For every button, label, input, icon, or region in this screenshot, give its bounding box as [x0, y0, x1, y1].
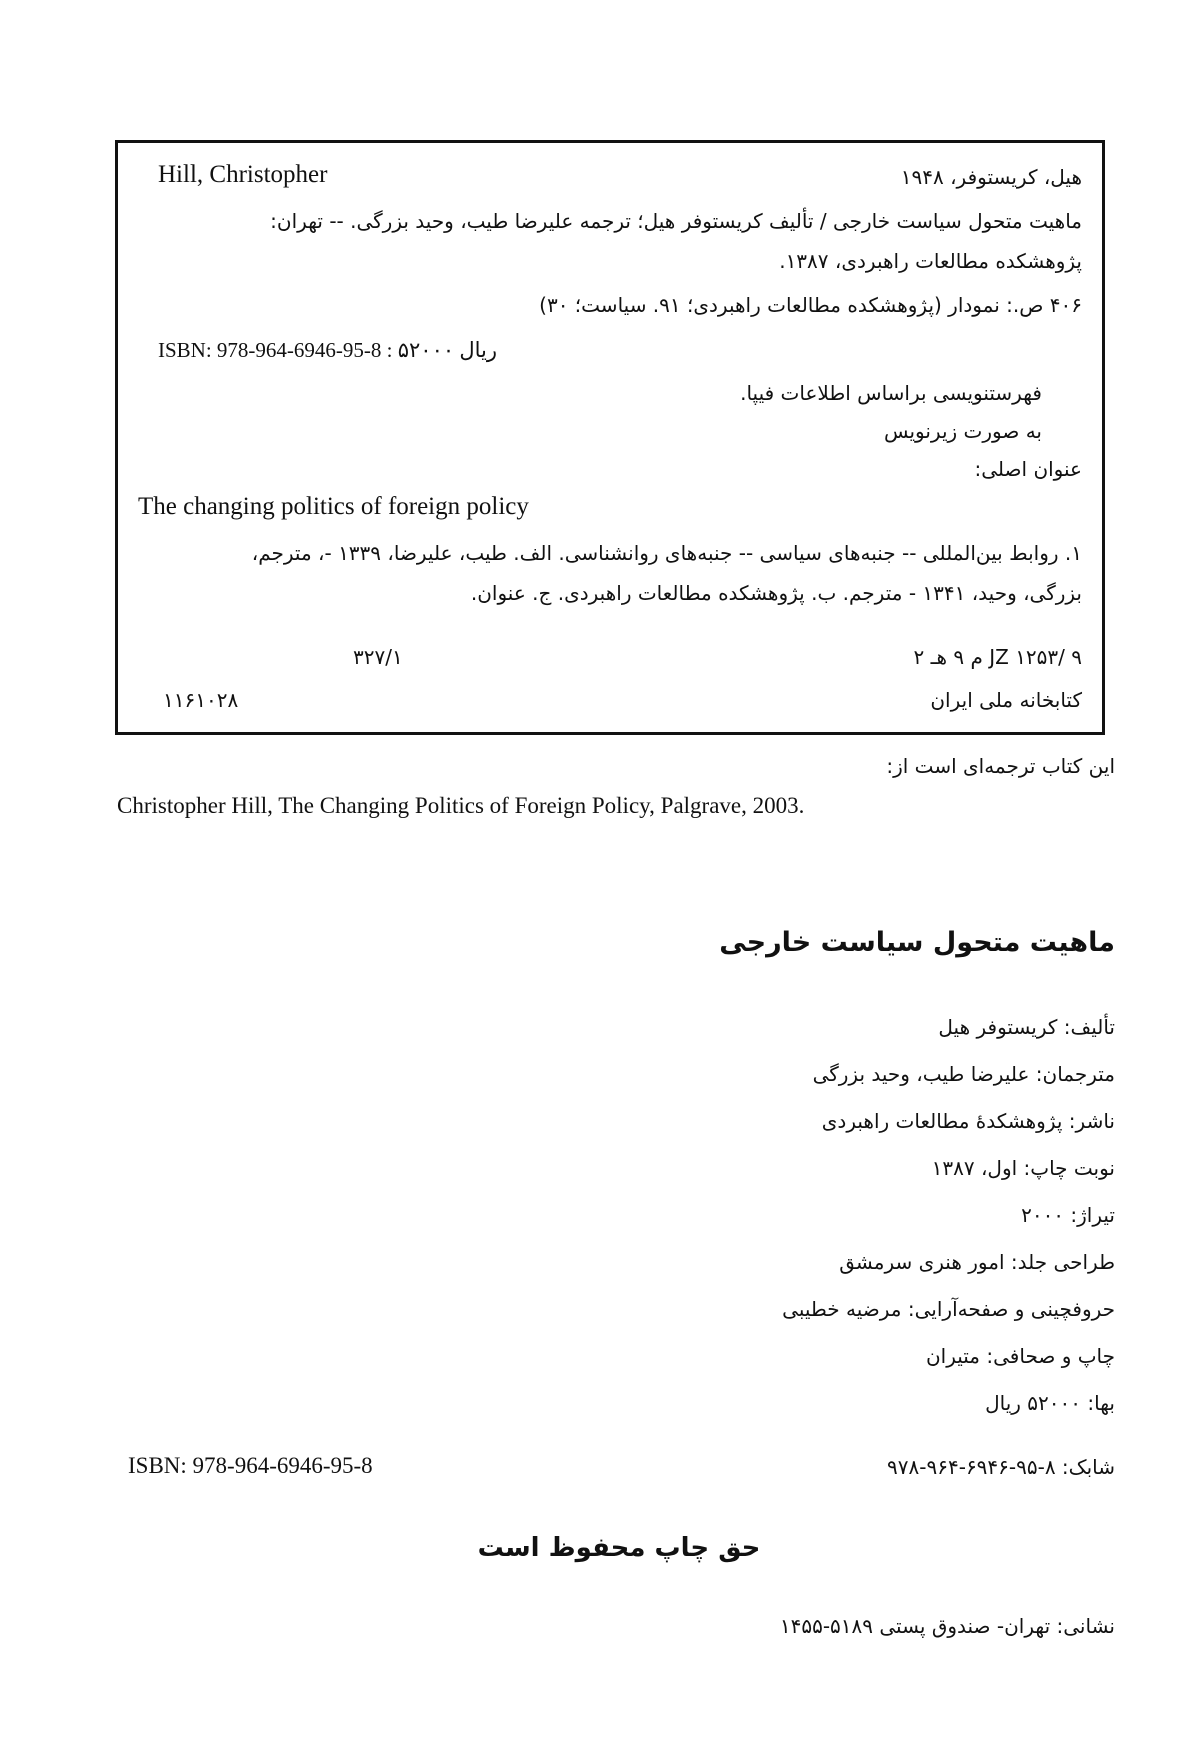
cip-note-fipa: فهرستنویسی براساس اطلاعات فیپا. [740, 381, 1042, 405]
credit-cover-design [839, 1248, 1115, 1276]
book-title: ماهیت متحول سیاست خارجی [719, 927, 1115, 958]
cip-author-en: Hill, Christopher [158, 161, 328, 188]
cip-national-number: ۱۱۶۱۰۲۸ [163, 688, 239, 712]
credit-value: امور هنری سرمشق [839, 1250, 1005, 1274]
cip-isbn-line: ISBN: 978-964-6946-95-8 : ۵۲۰۰۰ ریال [158, 338, 498, 362]
cip-subjects-line-1: ۱. روابط بین‌المللی -- جنبه‌های سیاسی -- جنبه‌های روانشناسی. الف. طیب، علیرضا، ۱۳۳۹ -، مترجم، [251, 541, 1082, 565]
credit-price [985, 1389, 1115, 1417]
credit-label: تیراژ: [1070, 1203, 1115, 1227]
credit-edition [932, 1154, 1115, 1182]
source-citation: Christopher Hill, The Changing Politics of Foreign Policy, Palgrave, 2003. [117, 793, 805, 818]
credit-value: علیرضا طیب، وحید بزرگی [812, 1062, 1030, 1086]
credit-label: مترجمان: [1035, 1062, 1115, 1086]
credit-label: ناشر: [1068, 1109, 1115, 1133]
translation-note: این کتاب ترجمه‌ای است از: [886, 754, 1115, 778]
credit-label: نوبت چاپ: [1023, 1156, 1115, 1180]
cip-lc-classification: JZ ۱۲۵۳/ ۹ م ۹ هـ ۲ [913, 645, 1082, 669]
cip-pages-line: ۴۰۶ ص.: نمودار (پژوهشکده مطالعات راهبردی؛ ۹۱. سیاست؛ ۳۰) [539, 293, 1082, 317]
cataloging-in-publication-box [115, 140, 1105, 735]
cip-author-fa: هیل، کریستوفر، ۱۹۴۸ [900, 165, 1082, 189]
credit-value: ۵۲۰۰۰ ریال [985, 1391, 1082, 1415]
credit-value: ۲۰۰۰ [1021, 1203, 1065, 1227]
cip-original-title-label: عنوان اصلی: [974, 457, 1082, 481]
cip-subjects-line-2: بزرگی، وحید، ۱۳۴۱ - مترجم. ب. پژوهشکده مطالعات راهبردی. ج. عنوان. [470, 581, 1082, 605]
credit-label: بها: [1087, 1391, 1115, 1415]
cip-title-line-1: ماهیت متحول سیاست خارجی / تألیف کریستوفر هیل؛ ترجمه علیرضا طیب، وحید بزرگی. -- تهران: [270, 209, 1082, 233]
credit-label: حروفچینی و صفحه‌آرایی: [907, 1297, 1115, 1321]
postal-address: نشانی: تهران- صندوق پستی ۵۱۸۹-۱۴۵۵ [779, 1614, 1115, 1638]
credit-author [938, 1013, 1115, 1041]
isbn-english: ISBN: 978-964-6946-95-8 [128, 1453, 373, 1478]
shabak-persian: شابک: ۸-۹۵-۶۹۴۶-۹۶۴-۹۷۸ [887, 1455, 1115, 1479]
cip-note-footnote: به صورت زیرنویس [883, 419, 1042, 443]
cip-national-library: کتابخانه ملی ایران [930, 688, 1082, 712]
credit-printing [926, 1342, 1115, 1370]
credit-publisher [822, 1107, 1115, 1135]
copyright-notice: حق چاپ محفوظ است [477, 1533, 761, 1563]
credit-value: اول، ۱۳۸۷ [931, 1156, 1018, 1180]
credit-label: تألیف: [1063, 1015, 1115, 1039]
cip-original-title: The changing politics of foreign policy [138, 493, 529, 520]
credit-value: کریستوفر هیل [938, 1015, 1058, 1039]
credit-value: پژوهشکدهٔ مطالعات راهبردی [821, 1109, 1063, 1133]
credit-typesetting [782, 1295, 1115, 1323]
credit-label: چاپ و صحافی: [986, 1344, 1115, 1368]
cip-dewey-classification: ۳۲۷/۱ [353, 645, 403, 669]
credit-print-run [1021, 1201, 1115, 1229]
credit-value: مرضیه خطیبی [782, 1297, 902, 1321]
credit-translators [813, 1060, 1115, 1088]
cip-title-line-2: پژوهشکده مطالعات راهبردی، ۱۳۸۷. [779, 249, 1082, 273]
credit-label: طراحی جلد: [1010, 1250, 1115, 1274]
credit-value: متیران [925, 1344, 981, 1368]
